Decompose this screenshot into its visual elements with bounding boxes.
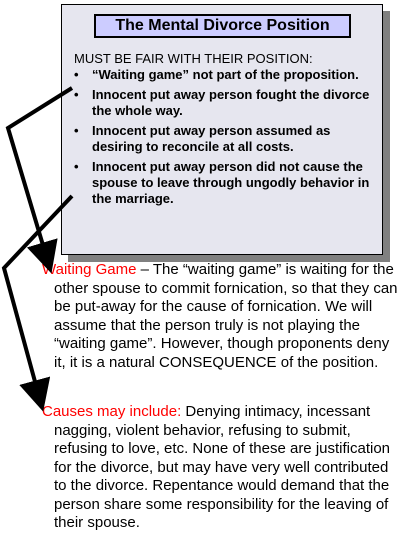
bullet-dot-icon: • (74, 159, 79, 174)
bullet-text: “Waiting game” not part of the proposition. (92, 67, 359, 82)
bullet-dot-icon: • (74, 67, 79, 82)
bullet-text: Innocent put away person assumed as desiring to reconcile at all costs. (92, 123, 331, 154)
waiting-game-text: – The “waiting game” is waiting for the other spouse to commit fornication, so that they can be put-away for the cause of fornication. We will assume that the person truly is not playing the “waiting game”. However, though proponents deny it, it is a natural CONSEQUENCE of the position. (54, 261, 398, 371)
bullet-dot-icon: • (74, 87, 79, 102)
bullet-text: Innocent put away person did not cause the spouse to leave through ungodly behavior in the marriage. (92, 159, 370, 206)
box-intro: MUST BE FAIR WITH THEIR POSITION: (74, 51, 313, 66)
causes-text: Denying intimacy, incessant nagging, violent behavior, refusing to submit, refusing to love, etc. None of these are justification for the divorce, but may have very well contributed to the divorce. Repentance would demand that the person share some responsibility for the leaving of their spouse. (54, 403, 391, 531)
box-title: The Mental Divorce Position (94, 14, 351, 38)
arrow-to-waiting-game-icon (8, 88, 72, 262)
bullet-text: Innocent put away person fought the divorce the whole way. (92, 87, 370, 118)
bullet-dot-icon: • (74, 123, 79, 138)
causes-label: Causes may include: (42, 403, 182, 420)
waiting-game-label: Waiting Game (42, 261, 137, 278)
